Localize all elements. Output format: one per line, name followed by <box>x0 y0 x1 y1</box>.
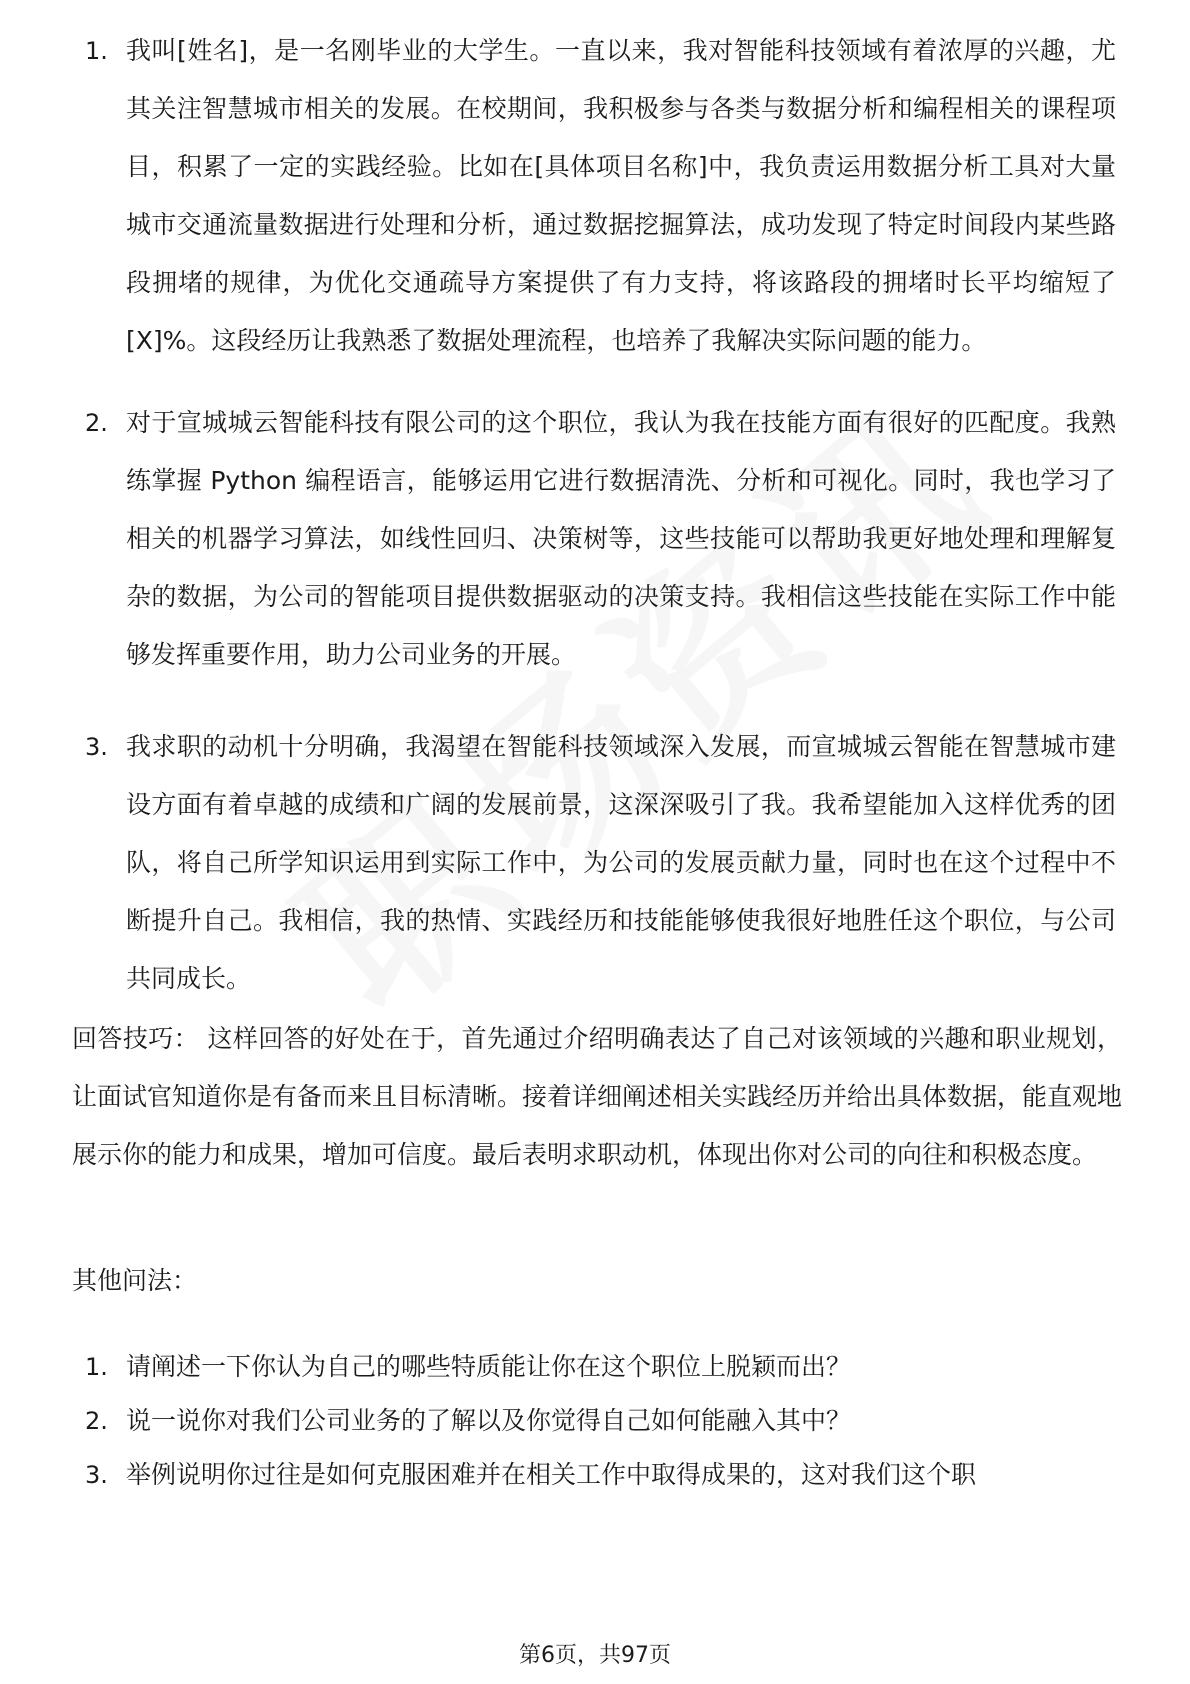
list-item-text: 我求职的动机十分明确，我渴望在智能科技领域深入发展，而宣城城云智能在智慧城市建设方面有着卓越的成绩和广阔的发展前景，这深深吸引了我。我希望能加入这样优秀的团队，将自己所学知识运用到实际工作中，为公司的发展贡献力量，同时也在这个过程中不断提升自己。我相信，我的热情、实践经历和技能能够使我很好地胜任这个职位，与公司共同成长。 <box>126 732 1116 993</box>
list-item-number: 1. <box>85 1353 108 1381</box>
list-item-text: 说一说你对我们公司业务的了解以及你觉得自己如何能融入其中？ <box>126 1406 852 1435</box>
list-item-number: 1. <box>85 37 108 65</box>
list-item-text: 我叫[姓名]，是一名刚毕业的大学生。一直以来，我对智能科技领域有着浓厚的兴趣，尤其关注智慧城市相关的发展。在校期间，我积极参与各类与数据分析和编程相关的课程项目，积累了一定的实践经验。比如在[具体项目名称]中，我负责运用数据分析工具对大量城市交通流量数据进行处理和分析，通过数据挖掘算法，成功发现了特定时间段内某些路段拥堵的规律，为优化交通疏导方案提供了有力支持，将该路段的拥堵时长平均缩短了[X]%。这段经历让我熟悉了数据处理流程，也培养了我解决实际问题的能力。 <box>126 36 1116 355</box>
list-item <box>0 718 1190 1008</box>
list-item-text: 请阐述一下你认为自己的哪些特质能让你在这个职位上脱颖而出？ <box>126 1352 852 1381</box>
list-item <box>0 394 1190 692</box>
page-footer: 第6页，共97页 <box>519 1643 671 1668</box>
list-item <box>0 22 1190 378</box>
list-item-number: 2. <box>85 1407 108 1435</box>
answer-tips: 回答技巧： 这样回答的好处在于，首先通过介绍明确表达了自己对该领域的兴趣和职业规划，让面试官知道你是有备而来且目标清晰。接着详细阐述相关实践经历并给出具体数据，能直观地展示你的能力和成果，增加可信度。最后表明求职动机，体现出你对公司的向往和积极态度。 <box>72 1024 1123 1169</box>
list-item-text: 举例说明你过往是如何克服困难并在相关工作中取得成果的，这对我们这个职 <box>126 1460 977 1489</box>
list-item-number: 2. <box>85 409 108 437</box>
list-item-number: 3. <box>85 1461 108 1489</box>
list-item-text: 对于宣城城云智能科技有限公司的这个职位，我认为我在技能方面有很好的匹配度。我熟练掌握 Python 编程语言，能够运用它进行数据清洗、分析和可视化。同时，我也学习了相关的机器学习算法，如线性回归、决策树等，这些技能可以帮助我更好地处理和理解复杂的数据，为公司的智能项目提供数据驱动的决策支持。我相信这些技能在实际工作中能够发挥重要作用，助力公司业务的开展。 <box>126 408 1116 669</box>
other-questions-heading: 其他问法： <box>72 1266 198 1295</box>
list-item-number: 3. <box>85 733 108 761</box>
